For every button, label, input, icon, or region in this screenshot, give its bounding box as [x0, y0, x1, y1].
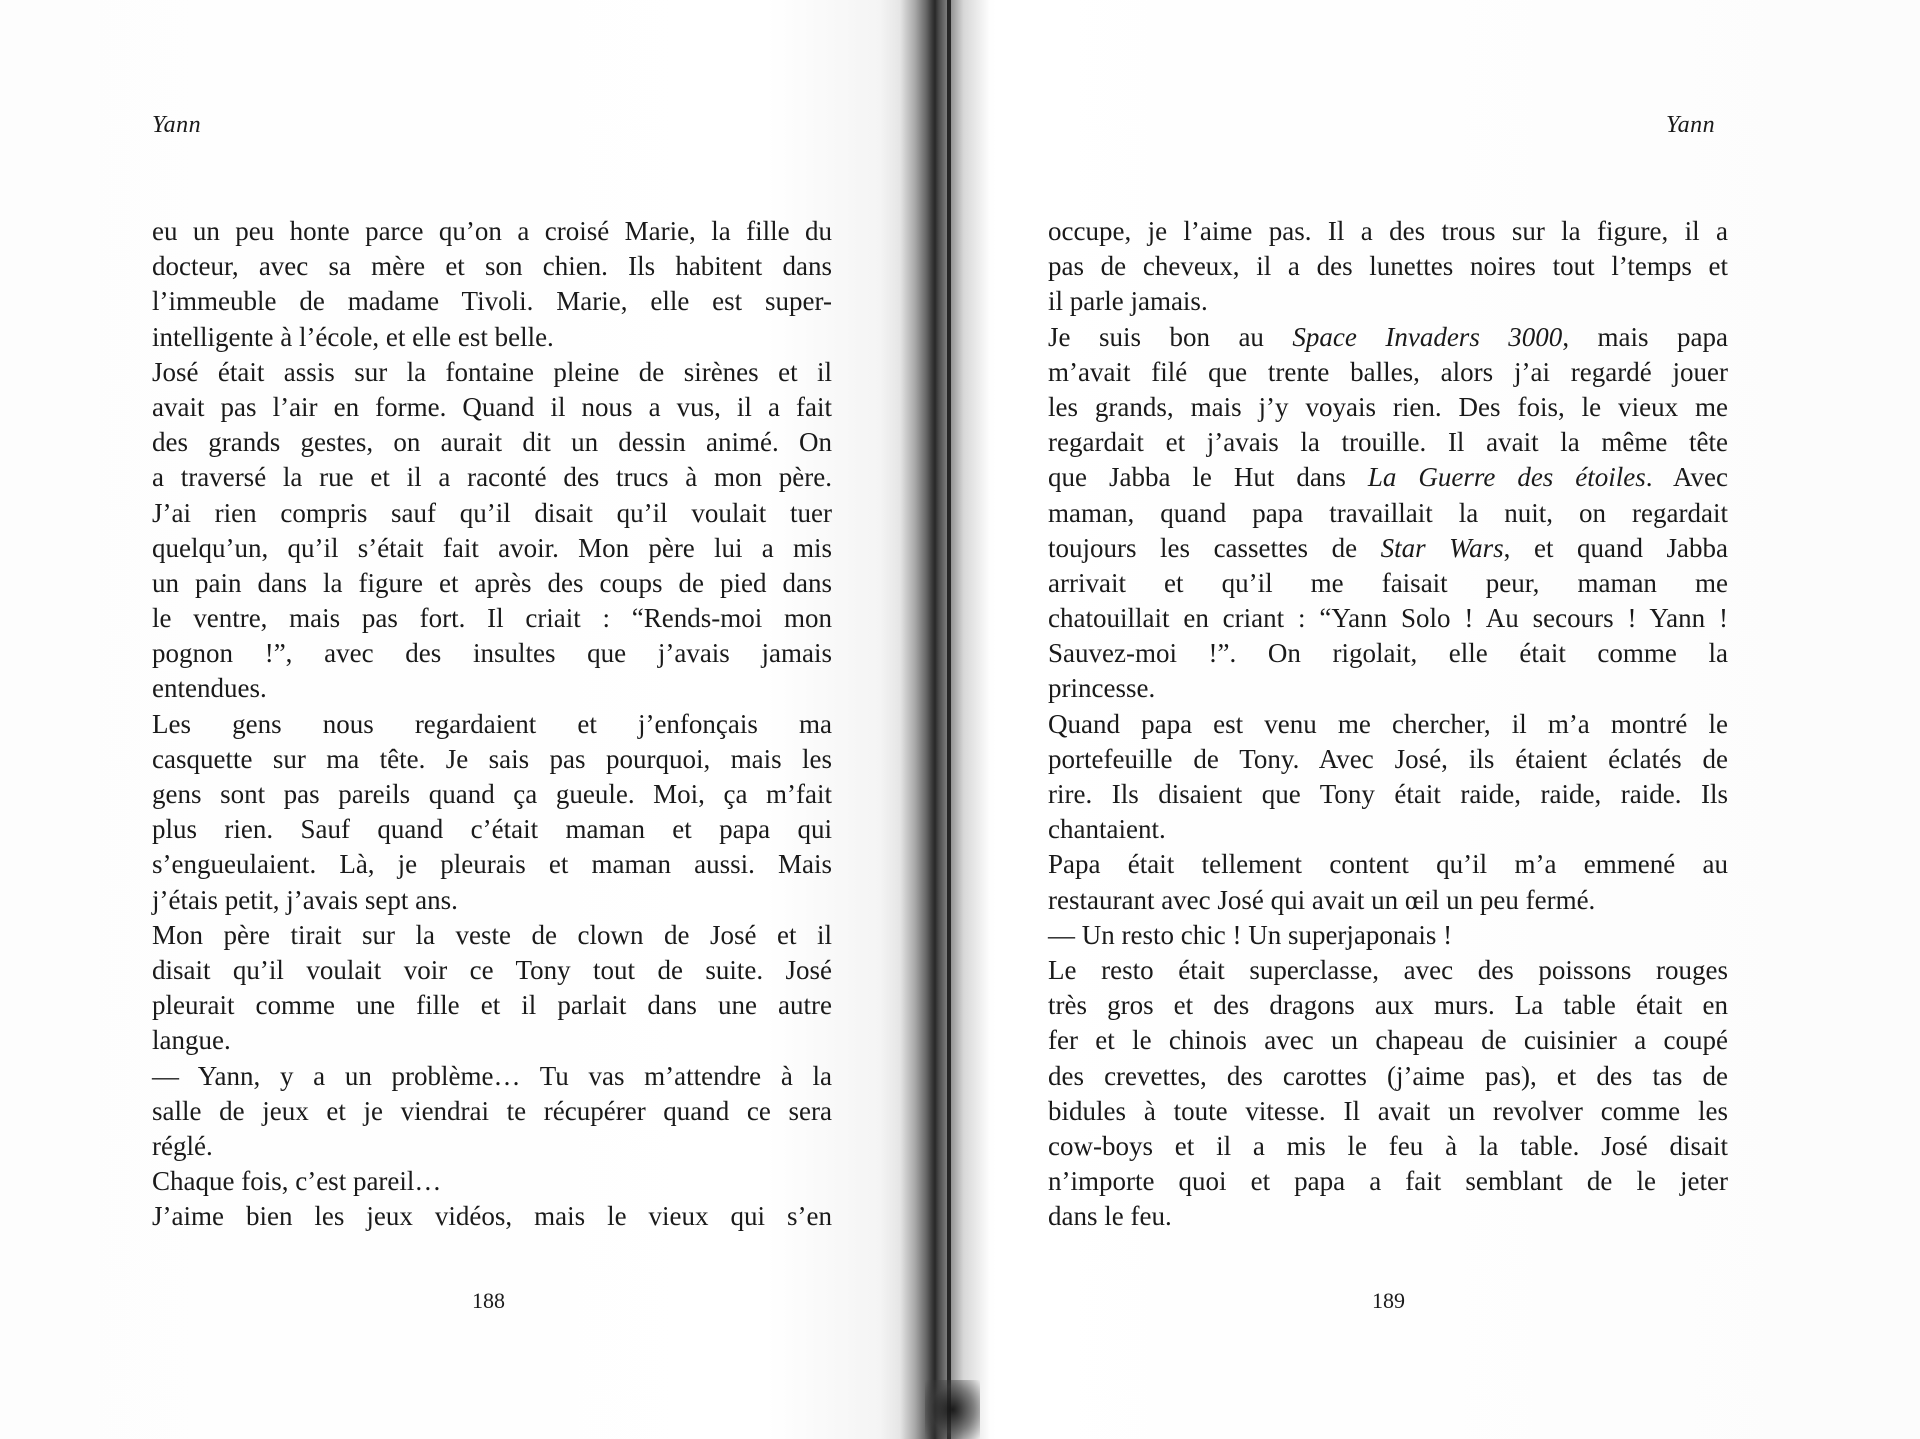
text-line — [1048, 390, 1728, 425]
text-line: J’ai rien compris sauf qu’il disait qu’il voulait tuer — [152, 497, 832, 528]
text-line — [1048, 531, 1728, 566]
text-segment: pas de cheveux, il a des lunettes noires tout l’temps et — [1048, 251, 1728, 282]
running-head-right: Yann — [1666, 112, 1716, 138]
text-line: un pain dans la figure et après des coups de pied dans — [152, 567, 832, 598]
italic-title: Space Invaders 3000 — [1292, 321, 1563, 352]
text-line: l’immeuble de madame Tivoli. Marie, elle est super- — [152, 286, 832, 317]
page-number-right: 189 — [1372, 1288, 1405, 1313]
text-line: le ventre, mais pas fort. Il criait : “Rends-moi mon — [152, 603, 832, 634]
italic-title: Star Wars — [1380, 532, 1504, 563]
text-line: j’étais petit, j’avais sept ans. — [152, 884, 458, 915]
text-line: Mon père tirait sur la veste de clown de José et il — [152, 919, 832, 950]
text-line — [1048, 1023, 1728, 1058]
spine-bottom-shadow — [925, 1380, 980, 1439]
text-segment: Le resto était superclasse, avec des poissons rouges — [1048, 954, 1728, 985]
text-segment: , mais papa — [1562, 321, 1728, 352]
text-line: plus rien. Sauf quand c’était maman et papa qui — [152, 814, 832, 845]
text-line — [1048, 988, 1728, 1023]
text-line: réglé. — [152, 1130, 213, 1161]
text-line — [1048, 355, 1728, 390]
text-line — [1048, 636, 1728, 671]
text-line — [1048, 1059, 1728, 1094]
text-line: — Yann, y a un problème… Tu vas m’attendre à la — [152, 1060, 832, 1091]
text-line: entendues. — [152, 673, 267, 704]
text-line — [1048, 883, 1728, 918]
text-line: Les gens nous regardaient et j’enfonçais ma — [152, 708, 832, 739]
text-segment: occupe, je l’aime pas. Il a des trous sur la figure, il a — [1048, 216, 1728, 246]
book-gutter-shadow — [880, 0, 990, 1439]
text-segment: princesse. — [1048, 673, 1156, 704]
text-segment: arrivait et qu’il me faisait peur, maman me — [1048, 567, 1728, 598]
text-line: des grands gestes, on aurait dit un dessin animé. On — [152, 427, 832, 458]
text-segment: Sauvez-moi !”. On rigolait, elle était comme la — [1048, 638, 1728, 669]
text-line — [1048, 707, 1728, 742]
text-line — [1048, 601, 1728, 636]
text-line — [1048, 742, 1728, 777]
text-line — [1048, 214, 1728, 249]
page-number-left: 188 — [472, 1288, 505, 1313]
text-line: pleurait comme une fille et il parlait dans une autre — [152, 990, 832, 1021]
text-line: pognon !”, avec des insultes que j’avais jamais — [152, 638, 832, 669]
text-line: eu un peu honte parce qu’on a croisé Marie, la fille du — [152, 216, 832, 246]
text-line — [1048, 460, 1728, 495]
text-line: quelqu’un, qu’il s’était fait avoir. Mon père lui a mis — [152, 532, 832, 563]
text-segment: restaurant avec José qui avait un œil un peu fermé. — [1048, 884, 1596, 915]
text-segment: Je suis bon au — [1048, 321, 1293, 352]
text-line — [1048, 284, 1728, 319]
text-segment: maman, quand papa travaillait la nuit, on regardait — [1048, 497, 1728, 528]
text-segment: Papa était tellement content qu’il m’a emmené au — [1048, 849, 1728, 880]
text-line — [1048, 1129, 1728, 1164]
text-line — [1048, 496, 1728, 531]
text-line — [1048, 1199, 1728, 1234]
text-segment: chatouillait en criant : “Yann Solo ! Au secours ! Yann ! — [1048, 603, 1728, 634]
text-segment: Quand papa est venu me chercher, il m’a montré le — [1048, 708, 1728, 739]
text-segment: des crevettes, des carottes (j’aime pas), et des tas de — [1048, 1060, 1728, 1091]
text-segment: fer et le chinois avec un chapeau de cuisinier a coupé — [1048, 1025, 1728, 1056]
text-line: José était assis sur la fontaine pleine de sirènes et il — [152, 356, 832, 387]
text-line: casquette sur ma tête. Je sais pas pourquoi, mais les — [152, 743, 832, 774]
text-line: intelligente à l’école, et elle est belle. — [152, 321, 554, 352]
text-line — [1048, 953, 1728, 988]
text-segment: très gros et des dragons aux murs. La table était en — [1048, 990, 1728, 1021]
text-segment: — Un resto chic ! Un superjaponais ! — [1048, 919, 1453, 950]
text-line: a traversé la rue et il a raconté des trucs à mon père. — [152, 462, 832, 493]
text-segment: les grands, mais j’y voyais rien. Des fois, le vieux me — [1048, 391, 1728, 422]
text-line — [1048, 566, 1728, 601]
left-page — [0, 0, 900, 1439]
running-head-left: Yann — [152, 112, 202, 138]
text-line — [1048, 320, 1728, 355]
text-segment: dans le feu. — [1048, 1201, 1172, 1232]
text-line: gens sont pas pareils quand ça gueule. Moi, ça m’fait — [152, 779, 832, 809]
text-segment: il parle jamais. — [1048, 286, 1208, 317]
text-line: docteur, avec sa mère et son chien. Ils habitent dans — [152, 251, 832, 282]
italic-title: La Guerre des étoiles — [1367, 462, 1646, 493]
text-line — [1048, 1094, 1728, 1129]
text-line: salle de jeux et je viendrai te récupérer quand ce sera — [152, 1095, 832, 1126]
text-segment: portefeuille de Tony. Avec José, ils étaient éclatés de — [1048, 743, 1728, 774]
text-line — [1048, 1164, 1728, 1199]
text-segment: regardait et j’avais la trouille. Il avait la même tête — [1048, 427, 1728, 458]
text-line: disait qu’il voulait voir ce Tony tout de suite. José — [152, 954, 832, 985]
text-line — [1048, 918, 1728, 953]
text-segment: chantaient. — [1048, 814, 1166, 845]
text-line: avait pas l’air en forme. Quand il nous a vus, il a fait — [152, 391, 832, 422]
text-segment: cow-boys et il a mis le feu à la table. José disait — [1048, 1130, 1728, 1161]
text-segment: bidules à toute vitesse. Il avait un revolver comme les — [1048, 1095, 1728, 1126]
text-segment: que Jabba le Hut dans — [1048, 462, 1368, 493]
book-spine-line — [947, 0, 951, 1439]
text-segment: m’avait filé que trente balles, alors j’ai regardé jouer — [1048, 356, 1728, 387]
left-page-text — [152, 214, 832, 1234]
text-segment: toujours les cassettes de — [1048, 532, 1381, 563]
text-line — [1048, 425, 1728, 460]
text-line: Chaque fois, c’est pareil… — [152, 1166, 442, 1197]
text-line: s’engueulaient. Là, je pleurais et maman aussi. Mais — [152, 849, 832, 880]
text-line — [1048, 671, 1728, 706]
text-segment: rire. Ils disaient que Tony était raide, raide, raide. Ils — [1048, 779, 1728, 809]
text-line: J’aime bien les jeux vidéos, mais le vieux qui s’en — [152, 1201, 832, 1232]
text-line — [1048, 249, 1728, 284]
text-line — [1048, 812, 1728, 847]
text-segment: , et quand Jabba — [1503, 532, 1728, 563]
right-page-text — [1048, 214, 1728, 1234]
right-page — [980, 0, 1920, 1439]
text-segment: . Avec — [1645, 462, 1728, 493]
text-segment: n’importe quoi et papa a fait semblant de le jeter — [1048, 1166, 1728, 1197]
text-line — [1048, 847, 1728, 882]
text-line: langue. — [152, 1025, 231, 1056]
text-line — [1048, 777, 1728, 812]
